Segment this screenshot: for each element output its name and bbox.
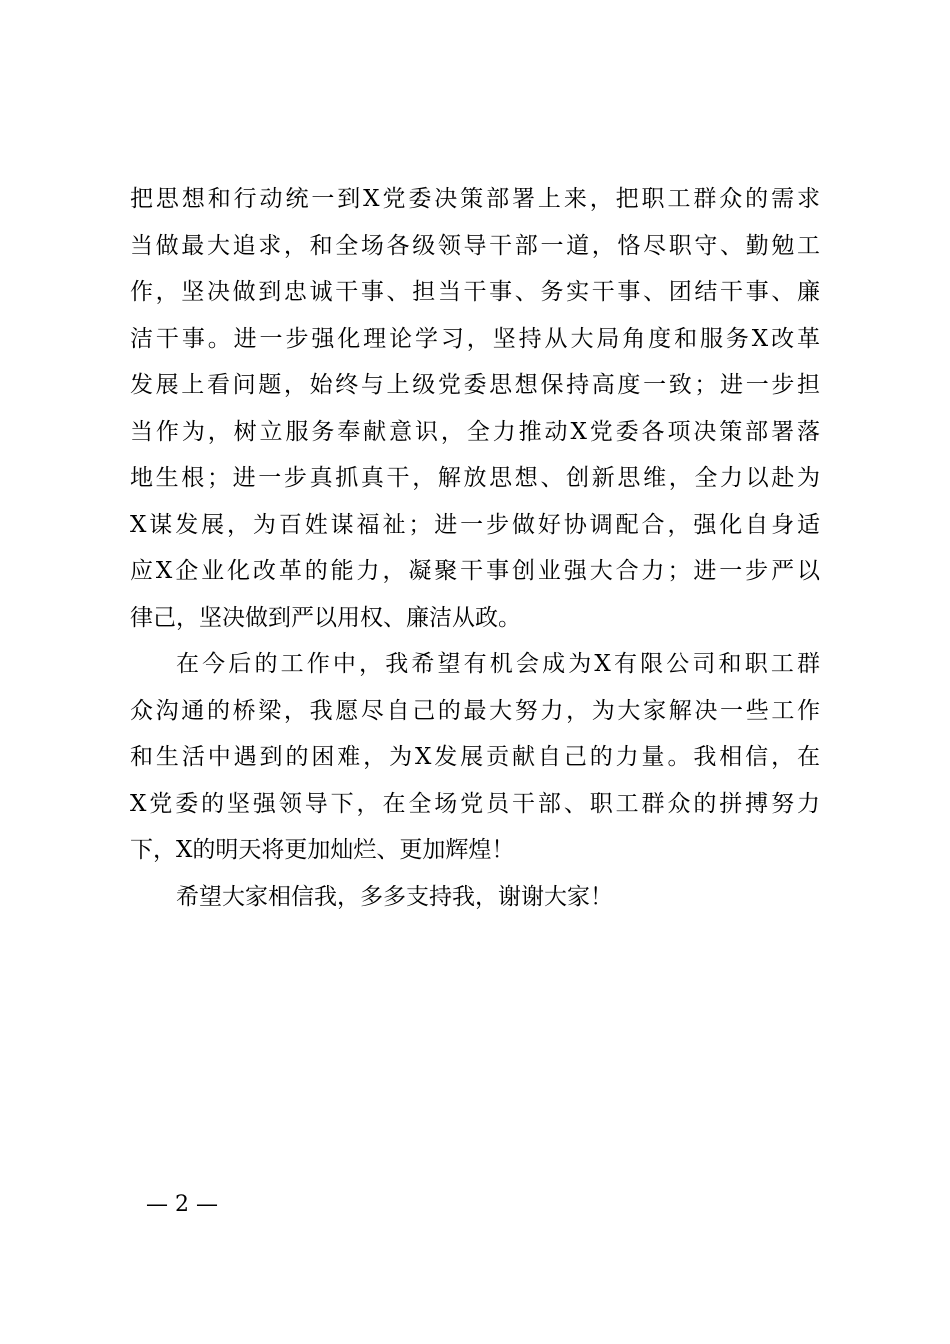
paragraph-closing	[130, 874, 820, 921]
text-line: 洁干事。进一步强化理论学习，坚持从大局角度和服务X改革	[130, 325, 820, 352]
text-line: 发展上看问题，始终与上级党委思想保持高度一致；进一步担	[130, 372, 820, 398]
text-line: 应X企业化改革的能力，凝聚干事创业强大合力；进一步严以	[130, 558, 820, 584]
text-line: 和生活中遇到的困难，为X发展贡献自己的力量。我相信，在	[130, 744, 820, 770]
text-line: 在今后的工作中，我希望有机会成为X有限公司和职工群	[176, 651, 820, 677]
text-line: 希望大家相信我，多多支持我，谢谢大家！	[176, 883, 613, 910]
document-body	[130, 176, 820, 920]
text-line: 把思想和行动统一到X党委决策部署上来，把职工群众的需求	[130, 186, 820, 212]
text-line: 作，坚决做到忠诚干事、担当干事、务实干事、团结干事、廉	[130, 279, 820, 305]
paragraph-future-work	[130, 641, 820, 874]
text-line: 律己，坚决做到严以用权、廉洁从政。	[130, 604, 521, 631]
text-line: 众沟通的桥梁，我愿尽自己的最大努力，为大家解决一些工作	[130, 697, 820, 724]
text-line: 下，X的明天将更加灿烂、更加辉煌！	[130, 837, 515, 863]
text-line: X谋发展，为百姓谋福祉；进一步做好协调配合，强化自身适	[130, 511, 820, 538]
text-line: 当做最大追求，和全场各级领导干部一道，恪尽职守、勤勉工	[130, 232, 820, 259]
text-line: X党委的坚强领导下，在全场党员干部、职工群众的拼搏努力	[130, 790, 820, 817]
paragraph-commitment	[130, 176, 820, 641]
text-line: 当作为，树立服务奉献意识，全力推动X党委各项决策部署落	[130, 418, 820, 445]
page-number: — 2 —	[146, 1192, 218, 1217]
text-line: 地生根；进一步真抓真干，解放思想、创新思维，全力以赴为	[130, 465, 820, 491]
